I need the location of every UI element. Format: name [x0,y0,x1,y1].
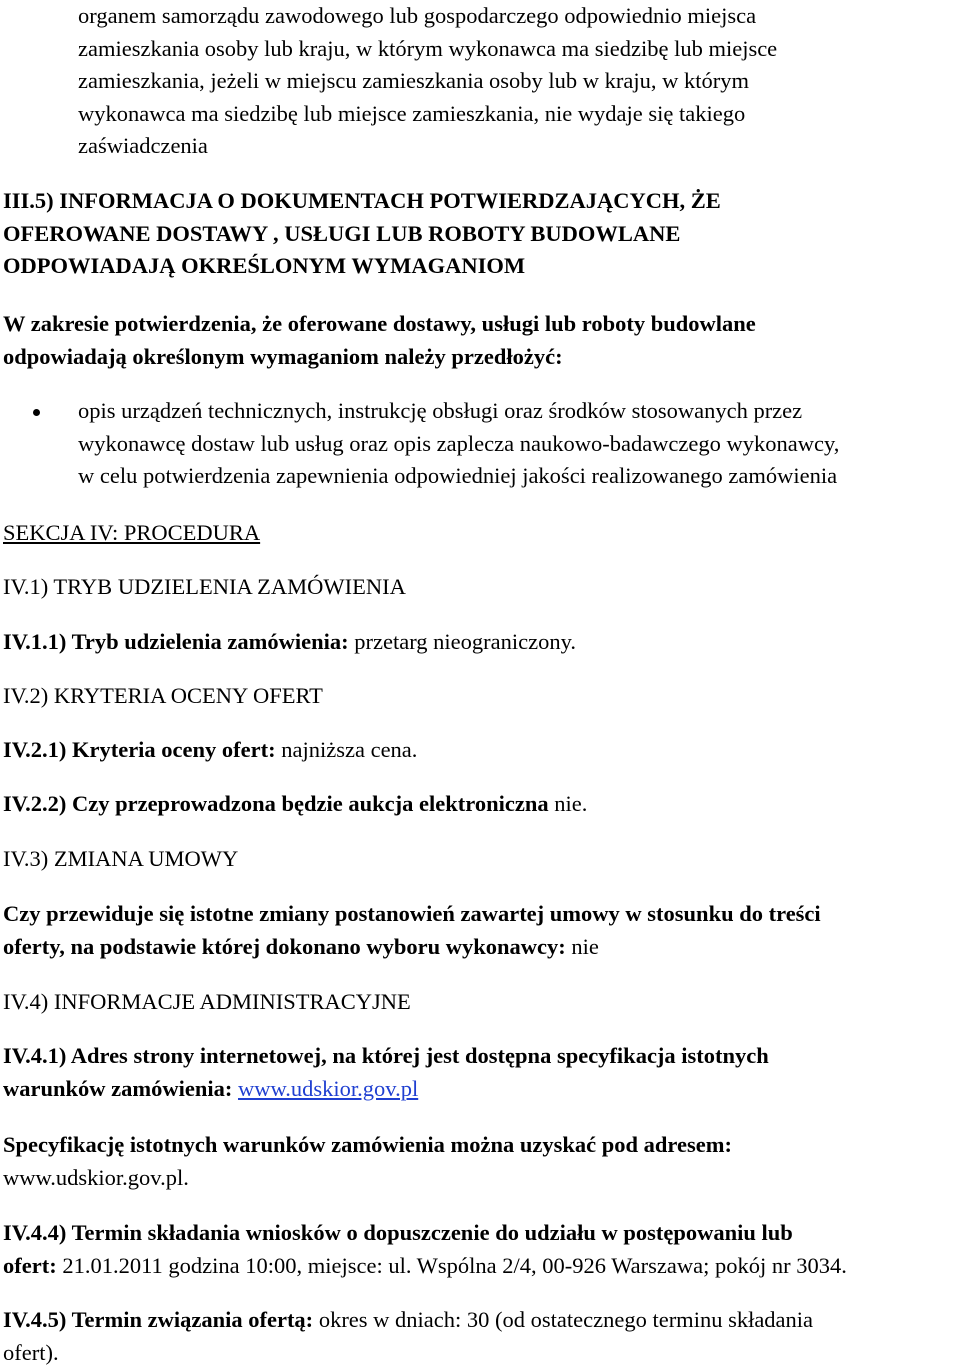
iv21-line [3,734,957,767]
section-iv-title: SEKCJA IV: PROCEDURA [3,520,261,545]
iv11-label: IV.1.1) Tryb udzielenia zamówienia: [3,629,349,654]
iv45-label: IV.4.5) Termin związania ofertą: [3,1307,314,1332]
iv41-paragraph [3,1040,957,1105]
iv41-label: IV.4.1) Adres strony internetowej, na której jest dostępna specyfikacja istotnych warunków zamówienia: [3,1043,769,1101]
iv1-heading: IV.1) TRYB UDZIELENIA ZAMÓWIENIA [3,574,406,599]
spec-paragraph [3,1129,957,1194]
spec-value: www.udskior.gov.pl. [3,1164,189,1190]
iv22-label: IV.2.2) Czy przeprowadzona będzie aukcja elektroniczna [3,791,549,816]
iv11-value: przetarg nieograniczony. [348,629,577,654]
iv45-value: okres w dniach: 30 (od ostatecznego terminu składania ofert). [3,1307,814,1365]
iv22-value: nie. [548,791,588,816]
iv44-label: IV.4.4) Termin składania wniosków o dopuszczenie do udziału w postępowaniu lub ofert: [3,1220,793,1278]
section-iii5-heading: III.5) INFORMACJA O DOKUMENTACH POTWIERDZAJĄCYCH, ŻE OFEROWANE DOSTAWY , USŁUGI LUB ROBOTY BUDOWLANE ODPOWIADAJĄ OKREŚLONYM WYMAGANIOM [3,188,721,278]
bullet-list-item [3,395,957,493]
iv2-heading: IV.2) KRYTERIA OCENY OFERT [3,683,323,708]
section-iii5-lead: W zakresie potwierdzenia, że oferowane dostawy, usługi lub roboty budowlane odpowiadają określonym wymaganiom należy przedłożyć: [3,311,756,369]
iv44-value: 21.01.2011 godzina 10:00, miejsce: ul. Wspólna 2/4, 00-926 Warszawa; pokój nr 3034. [56,1252,847,1278]
iv4-heading: IV.4) INFORMACJE ADMINISTRACYJNE [3,989,411,1014]
udskior-website-link[interactable]: www.udskior.gov.pl [238,1075,419,1101]
iv21-label: IV.2.1) Kryteria oceny ofert: [3,737,276,762]
iv11-line [3,626,957,659]
iv44-paragraph [3,1217,957,1282]
iv22-line [3,788,957,821]
iv3-paragraph [3,898,957,963]
bullet-text: opis urządzeń technicznych, instrukcję obsługi oraz środków stosowanych przez wykonawcę dostaw lub usług oraz opis zaplecza naukowo-badawczego wykonawcy, w celu potwierdzenia zapewnienia odpowiedniej jakości realizowanego zamówienia [78,398,840,488]
iv3-answer: nie [565,933,599,959]
intro-paragraph: organem samorządu zawodowego lub gospodarczego odpowiednio miejsca zamieszkania osoby lub kraju, w którym wykonawca ma siedzibę lub miejsce zamieszkania, jeżeli w miejscu zamieszkania osoby lub w kraju, w którym wykonawca ma siedzibę lub miejsce zamieszkania, nie wydaje się takiego zaświadczenia [78,3,778,158]
iv21-value: najniższa cena. [275,737,418,762]
bullet-icon [33,409,40,416]
spec-label: Specyfikację istotnych warunków zamówienia można uzyskać pod adresem: [3,1132,732,1157]
iv3-heading: IV.3) ZMIANA UMOWY [3,846,239,871]
iv3-question: Czy przewiduje się istotne zmiany postanowień zawartej umowy w stosunku do treści oferty, na podstawie której dokonano wyboru wykonawcy: [3,901,821,959]
iv45-paragraph [3,1304,957,1369]
